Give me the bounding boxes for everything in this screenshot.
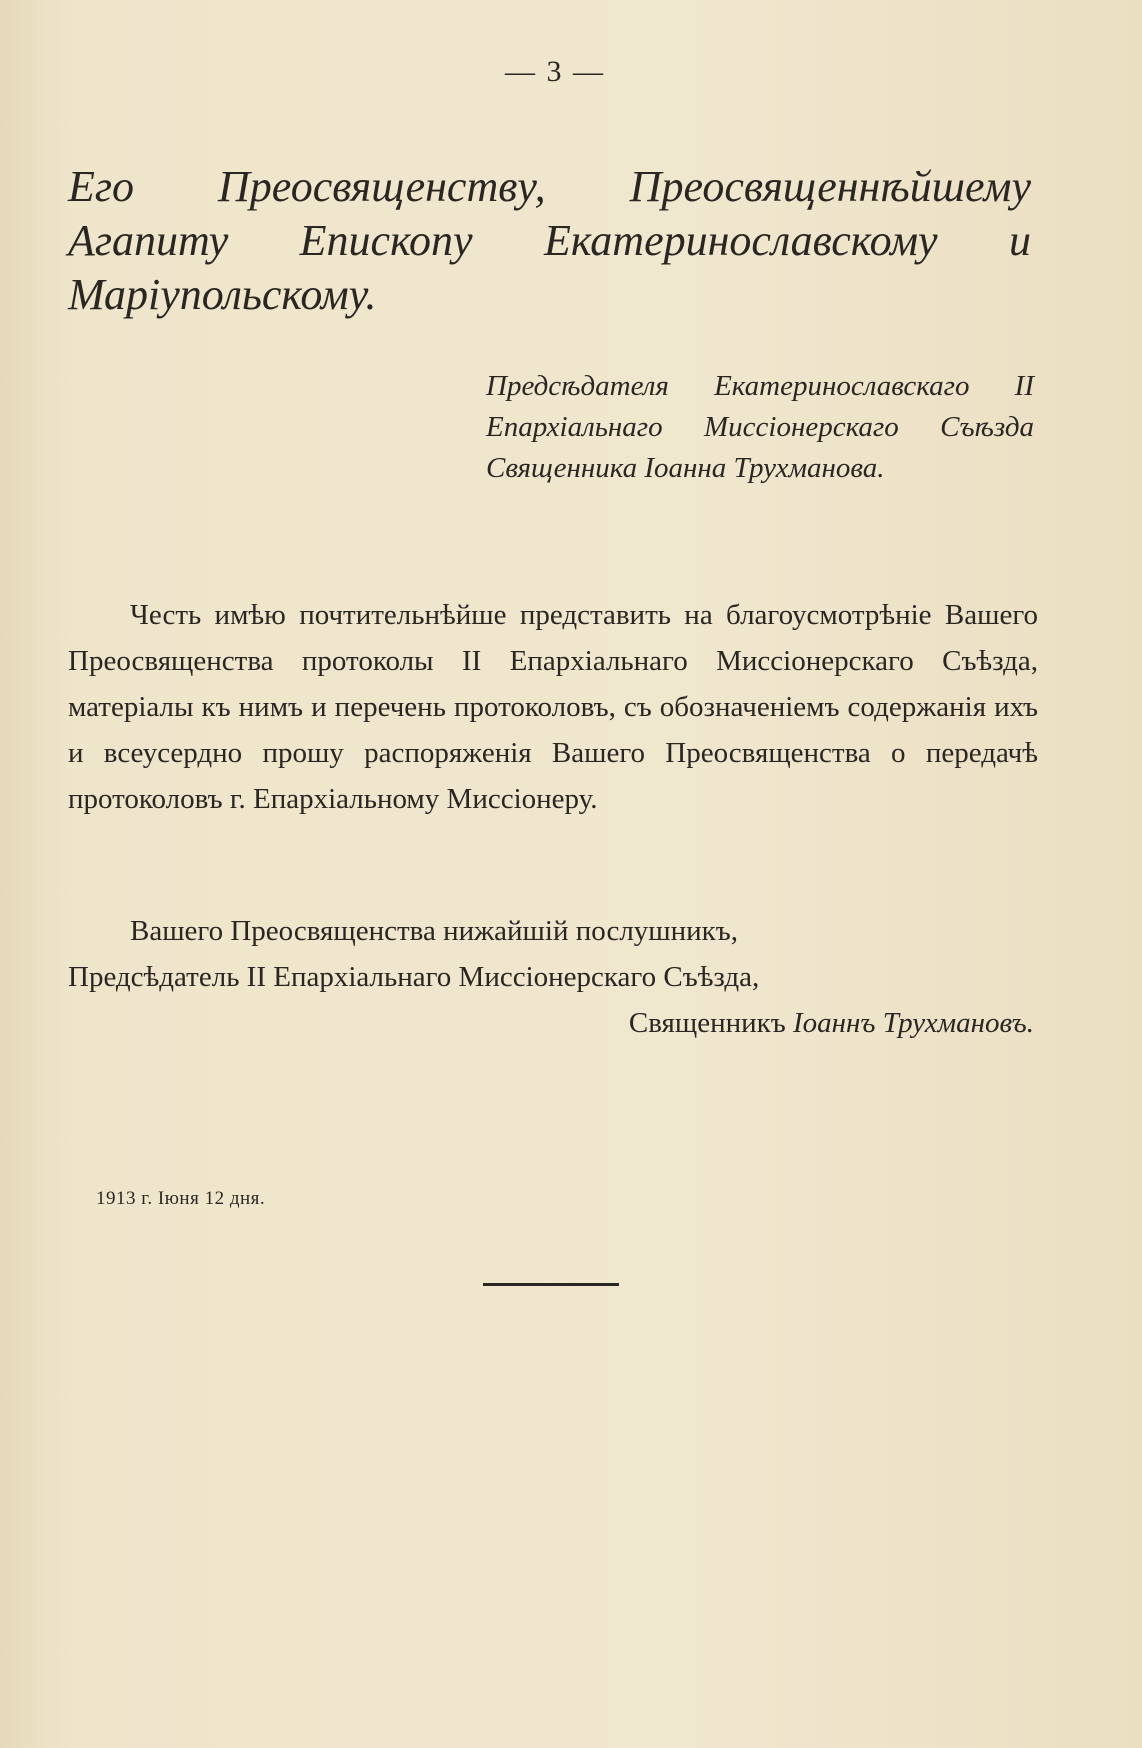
- address-heading: Его Преосвященству, Преосвященнѣйшему Агапиту Епископу Екатеринославскому и Маріупольскому.: [68, 162, 1031, 319]
- signature-line: [68, 1000, 1038, 1046]
- closing-line-1: Вашего Преосвященства нижайшій послушникъ,: [130, 915, 739, 947]
- page-number: — 3 —: [505, 55, 605, 88]
- signature-title: Священникъ: [628, 1007, 786, 1039]
- body-paragraph: Честь имѣю почтительнѣйше представить на благоусмотрѣніе Вашего Преосвященства протоколы II Епархіальнаго Миссіонерскаго Съѣзда, матеріалы къ нимъ и перечень протоколовъ, съ обозначеніемъ содержанія ихъ и всеусердно прошу распоряженія Вашего Преосвященства о передачѣ протоколовъ г. Епархіальному Миссіонеру.: [68, 599, 1038, 815]
- closing-line-2: Предсѣдатель II Епархіальнаго Миссіонерскаго Съѣзда,: [68, 961, 760, 993]
- sender-block: Предсѣдателя Екатеринославскаго II Епархіальнаго Миссіонерскаго Съѣзда Священника Іоанна Трухманова.: [486, 370, 1034, 484]
- document-date: 1913 г. Іюня 12 дня.: [96, 1188, 266, 1209]
- signature-name: Іоаннъ Трухмановъ.: [792, 1007, 1034, 1039]
- closing-rule: [483, 1283, 619, 1286]
- closing-block: [68, 908, 1038, 1046]
